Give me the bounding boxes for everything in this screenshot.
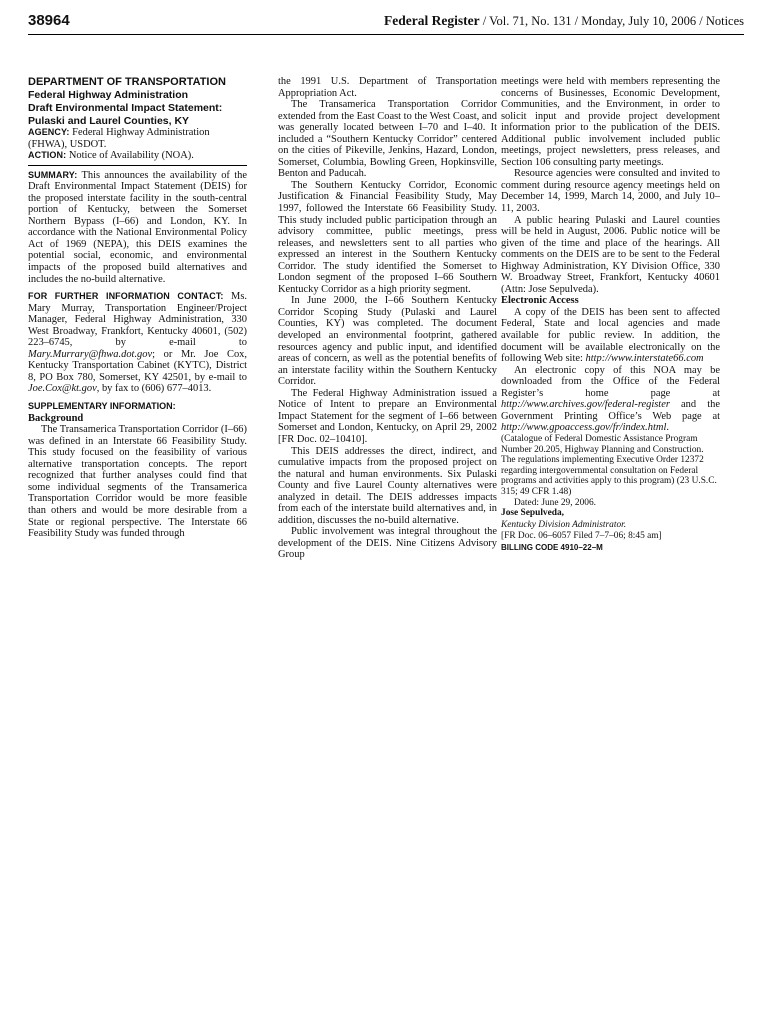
page-header — [28, 10, 744, 36]
electronic-access-heading: Electronic Access — [501, 295, 579, 307]
background-paragraph-2: The Transamerica Transportation Corridor extended from the East Coast to the West Coast, and was generally located between I–70 and I–40. It included a “Southern Kentucky Corridor” centered on the cities of Pikeville, Jenkins, Hazard, London, Somerset, Columbia, Bowling Green, Hopkinsville, Benton and Paducah. — [278, 99, 497, 180]
background-paragraph-8: Resource agencies were consulted and invited to comment during resource agency meetings held on December 14, 1999, March 14, 2000, and July 10–11, 2003. — [501, 168, 720, 215]
agency-label: AGENCY: — [28, 127, 70, 137]
contact-label: FOR FURTHER INFORMATION CONTACT: — [28, 291, 224, 302]
signer-title: Kentucky Division Administrator. — [501, 519, 627, 530]
department-heading: DEPARTMENT OF TRANSPORTATION — [28, 76, 226, 88]
journal-name: Federal Register — [384, 13, 480, 28]
supplementary-label: SUPPLEMENTARY INFORMATION: — [28, 401, 176, 412]
contact-text-1: Ms. Mary Murray, Transportation Engineer/Project Manager, Federal Highway Administration, 330 West Broadway, Frankfort, Kentucky 40601, (502) 223–6745, by e-mail to — [28, 291, 247, 349]
gpo-access-link[interactable]: http://www.gpoaccess.gov/fr/index.html — [501, 422, 667, 434]
agency-block — [28, 127, 247, 150]
contact-text-2: ; or Mr. Joe Cox, Kentucky Transportation Cabinet (KYTC), District 8, PO Box 780, Somerset, KY 42501, by e-mail to — [28, 348, 247, 383]
contact-text-3: , by fax to (606) 677–4013. — [96, 383, 212, 395]
summary-text: This announces the availability of the Draft Environmental Impact Statement (DEIS) for the proposed interstate facility in the south-central portion of Kentucky, between the Somerset Northern Bypass (I–66) and London, KY. In accordance with the National Environmental Policy Act of 1969 (NEPA), this DEIS examines the potential social, economic, and environmental impacts of the proposed build alternatives and includes the no-build alternative. — [28, 169, 247, 285]
column-2 — [278, 76, 497, 561]
contact-email-link-1[interactable]: Mary.Murrary@fhwa.dot.gov — [28, 348, 153, 360]
ea-text-4: . — [666, 422, 669, 434]
contact-block — [28, 291, 247, 395]
column-3 — [501, 76, 720, 553]
background-paragraph-9: A public hearing Pulaski and Laurel counties will be held in August, 2006. Public notice will be given of the time and place of the hearings. All comments on the DEIS are to be sent to the Federal Highway Administration, KY Division Office, 330 W. Broadway Street, Frankfort, Kentucky 40601 (Attn: Jose Sepulveda). — [501, 214, 720, 295]
column-1 — [28, 76, 247, 540]
background-paragraph-7: Public involvement was integral throughout the development of the DEIS. Nine Citizens Advisory Group — [278, 526, 497, 561]
federal-register-link[interactable]: http://www.archives.gov/federal-register — [501, 399, 670, 411]
publication-info — [384, 13, 744, 29]
background-paragraph-3: The Southern Kentucky Corridor, Economic Justification & Financial Feasibility Study, May 1997, followed the Interstate 66 Feasibility Study. This study included public participation through an advisory committee, public meetings, press releases, and newsletters sent to all parties who expressed an interest in the Southern Kentucky Corridor. The study identified the Somerset to London segment of the proposed I–66 Southern Kentucky Corridor as a high priority segment. — [278, 179, 497, 295]
divider — [28, 165, 247, 166]
background-paragraph-4: In June 2000, the I–66 Southern Kentucky Corridor Scoping Study (Pulaski and Laurel Counties, KY) was completed. The document developed an environmental footprint, gathered resources agency and public input, and identified areas of concern, as well as the potential benefits of an interstate facility within the Southern Kentucky Corridor. — [278, 295, 497, 388]
ea-text-1: A copy of the DEIS has been sent to affected Federal, State and local agencies and made available for public review. In addition, the document will be available electronically on the following Web site: — [501, 306, 720, 365]
summary-block — [28, 170, 247, 285]
action-value: Notice of Availability (NOA). — [68, 150, 194, 162]
ea-text-2: An electronic copy of this NOA may be downloaded from the Office of the Federal Register’s home page at — [501, 364, 720, 399]
agency-value: Federal Highway Administration (FHWA), USDOT. — [28, 127, 210, 150]
page-number: 38964 — [28, 12, 70, 29]
issue-info: / Vol. 71, No. 131 / Monday, July 10, 2006 / Notices — [479, 14, 744, 28]
agency-heading: Federal Highway Administration — [28, 89, 189, 101]
electronic-access-paragraph-1 — [501, 307, 720, 365]
background-paragraph-5: The Federal Highway Administration issued a Notice of Intent to prepare an Environmental Impact Statement for the segment of I–66 between Somerset and London, Kentucky, on April 29, 2002 [FR Doc. 02–10410]. — [278, 387, 497, 445]
action-label: ACTION: — [28, 150, 67, 161]
background-paragraph-1-cont: the 1991 U.S. Department of Transportation Appropriation Act. — [278, 76, 497, 99]
background-heading: Background — [28, 412, 84, 424]
action-block — [28, 150, 247, 162]
contact-email-link-2[interactable]: Joe.Cox@kt.gov — [28, 383, 97, 395]
summary-label: SUMMARY: — [28, 169, 78, 180]
notice-title: Draft Environmental Impact Statement: Pulaski and Laurel Counties, KY — [28, 102, 223, 127]
header-rule — [28, 34, 744, 35]
fr-doc-line: [FR Doc. 06–6057 Filed 7–7–06; 8:45 am] — [501, 531, 662, 542]
billing-code: BILLING CODE 4910–22–M — [501, 542, 603, 552]
background-paragraph-1: The Transamerica Transportation Corridor (I–66) was defined in an Interstate 66 Feasibility Study. This study focused on the feasibility of various alternative transportation concepts. The report recognized that further analyses could find that some individual segments of the Transamerica Transportation Corridor would be more feasible than others and would be more desirable from a State or regional perspective. The Interstate 66 Feasibility Study was funded through — [28, 424, 247, 540]
background-paragraph-7-cont: meetings were held with members representing the concerns of Businesses, Economic Development, Communities, and the Environment, in order to solicit input and provide project development information prior to the publication of the DEIS. Additional public involvement included public meetings, project newsletters, press releases, and Section 106 consulting party meetings. — [501, 76, 720, 168]
interstate66-link[interactable]: http://www.interstate66.com — [585, 353, 704, 365]
background-paragraph-6: This DEIS addresses the direct, indirect, and cumulative impacts from the proposed project on the natural and human environments. Six Pulaski County and five Laurel County alternatives were analyzed in detail. The DEIS addresses impacts from each of the interstate build alternatives and, in addition, discusses the no-build alternative. — [278, 445, 497, 526]
electronic-access-paragraph-2 — [501, 365, 720, 434]
ea-text-3: and the Government Printing Office’s Web page at — [501, 399, 720, 422]
dated-line: Dated: June 29, 2006. — [514, 497, 597, 508]
signer-name: Jose Sepulveda, — [501, 508, 565, 519]
catalog-note: (Catalogue of Federal Domestic Assistance Program Number 20.205, Highway Planning and Construction. The regulations implementing Executive Order 12372 regarding intergovernmental consultation on Federal programs and activities apply to this program) (23 U.S.C. 315; 49 CFR 1.48) — [501, 433, 717, 497]
